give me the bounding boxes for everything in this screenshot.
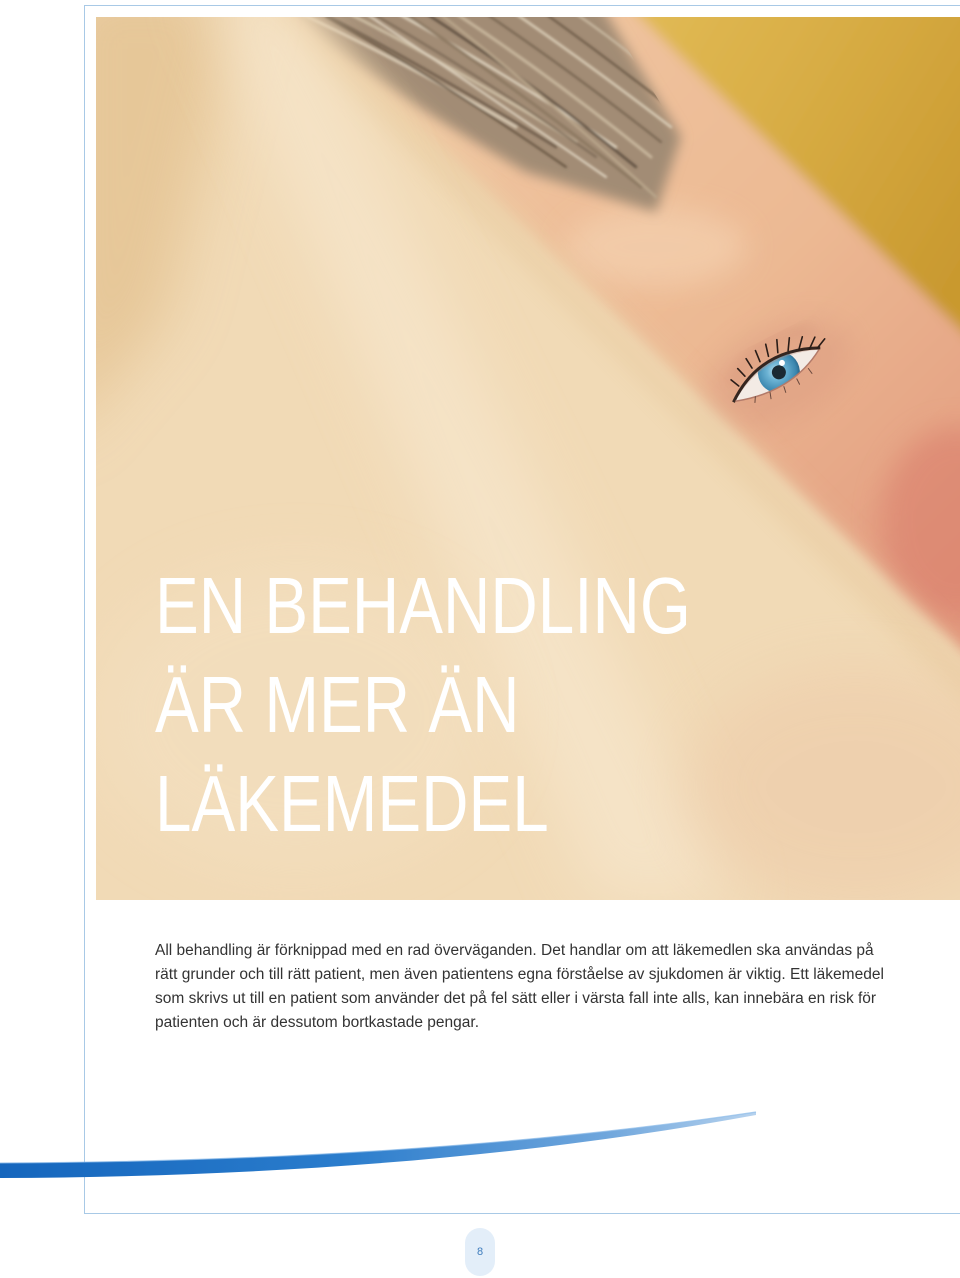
heading-line: LÄKEMEDEL (155, 759, 549, 848)
body-paragraph (155, 939, 884, 1035)
blue-swoosh-decoration (0, 1100, 960, 1190)
heading-line: ÄR MER ÄN (155, 660, 520, 749)
body-line: rätt grunder och till rätt patient, men även patientens egna förståelse av sjukdomen är viktig. Ett läkemedel (155, 966, 884, 983)
swoosh-band (0, 1112, 756, 1178)
page-heading (155, 556, 808, 853)
body-line: All behandling är förknippad med en rad överväganden. Det handlar om att läkemedlen ska användas på (155, 942, 874, 959)
page-number-tab (465, 1228, 495, 1276)
body-line: som skrivs ut till en patient som använder det på fel sätt eller i värsta fall inte alls, kan innebära en risk för (155, 990, 877, 1007)
heading-line: EN BEHANDLING (155, 561, 691, 650)
body-line: patienten och är dessutom bortkastade pengar. (155, 1014, 479, 1031)
page-number: 8 (476, 1246, 484, 1258)
